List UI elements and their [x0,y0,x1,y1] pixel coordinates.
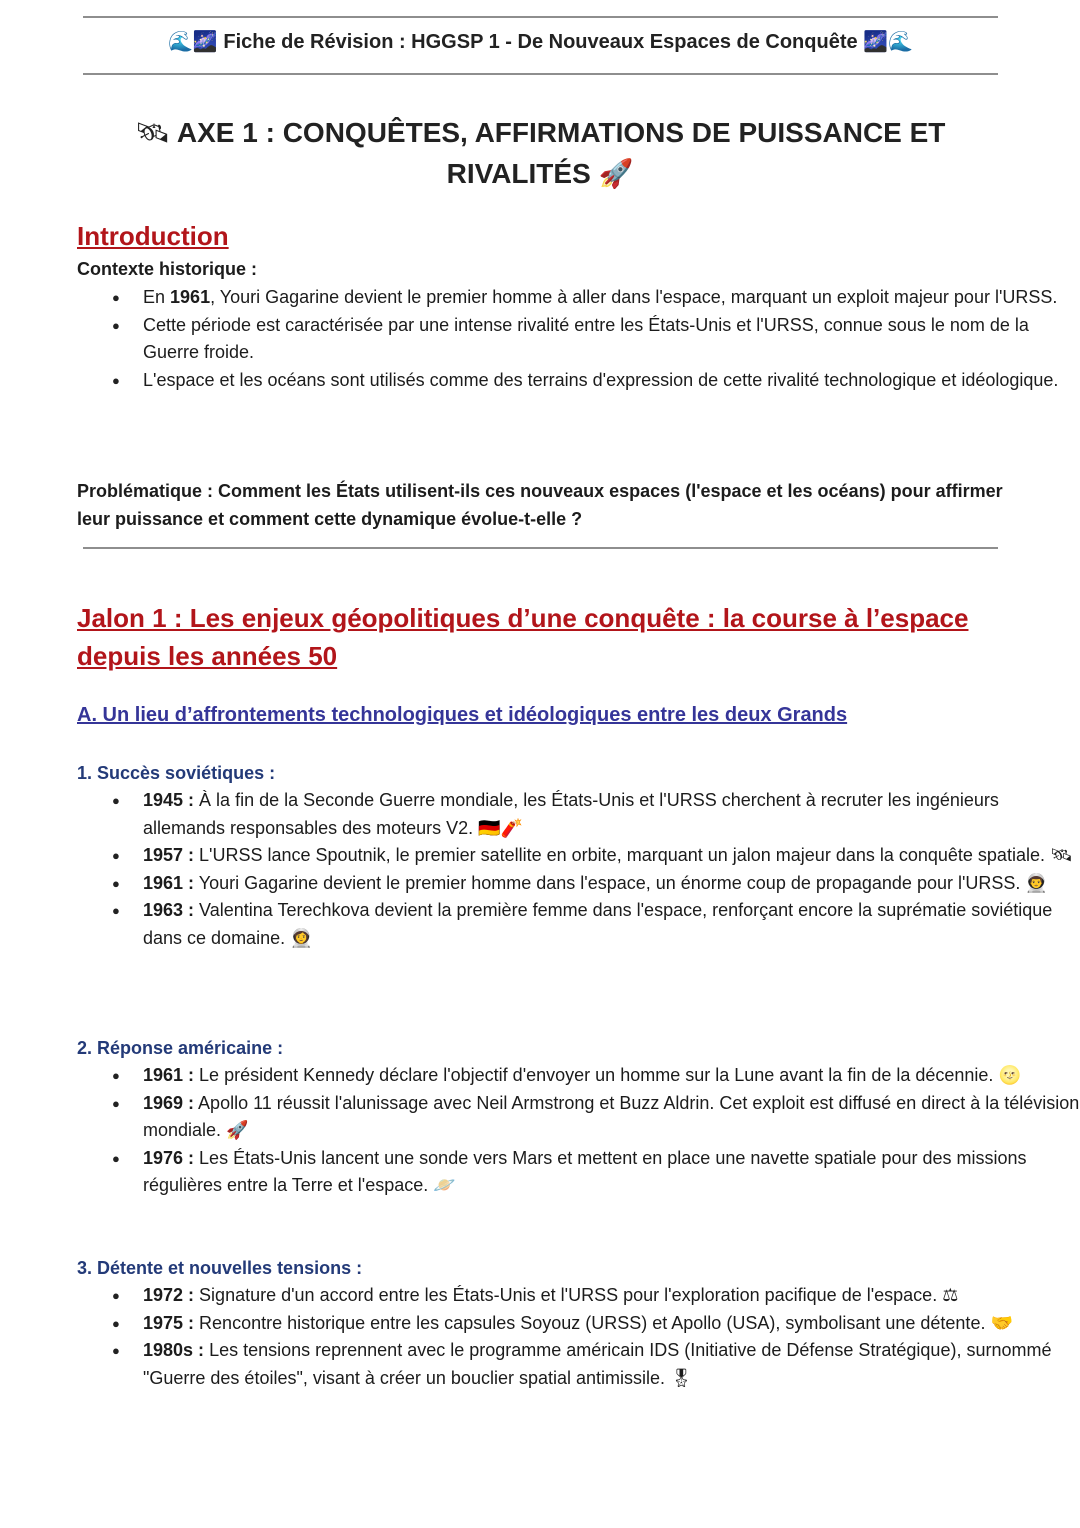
document-title-text: Fiche de Révision : HGGSP 1 - De Nouveaux Espaces de Conquête [223,31,858,53]
list-item: ● 1975 : Rencontre historique entre les capsules Soyouz (URSS) et Apollo (USA), symbolisant une détente. 🤝 [0,1310,1080,1338]
part1-label: 1. Succès soviétiques : [77,763,276,783]
galaxy-wave-icon: 🌌🌊 [863,29,913,53]
context-label: Contexte historique : [77,259,258,279]
handshake-icon: 🤝 [990,1312,1013,1334]
problematique: Problématique : Comment les États utilisent-ils ces nouveaux espaces (l'espace et les océans) pour affirmer leur puissance et comment cette dynamique évolue-t-elle ? [77,481,1003,529]
scales-icon: ⚖ [942,1285,959,1306]
list-item: ● 1972 : Signature d'un accord entre les États-Unis et l'URSS pour l'exploration pacifique de l'espace. ⚖ [0,1282,1080,1310]
intro-heading: Introduction [77,221,229,251]
rocket-icon: 🚀 [226,1120,249,1141]
part3-label: 3. Détente et nouvelles tensions : [77,1258,363,1278]
part3-list [0,1282,1080,1392]
planet-icon: 🪐 [433,1175,456,1196]
satellite-icon: 🛰 [134,116,171,149]
astronaut-icon: 👨‍🚀 [1025,872,1048,894]
moon-icon: 🌝 [998,1065,1021,1086]
medal-icon: 🎖 [670,1367,693,1389]
axe-heading [120,112,960,194]
list-item: ● 1961 : Youri Gagarine devient le premier homme dans l'espace, un énorme coup de propagande pour l'URSS. 👨‍🚀 [0,870,1080,898]
context-list [0,284,1080,394]
list-item: ● 1961 : Le président Kennedy déclare l'objectif d'envoyer un homme sur la Lune avant la fin de la décennie. 🌝 [0,1062,1080,1090]
title-rule [83,73,998,75]
woman-astronaut-icon: 👩‍🚀 [290,927,313,949]
list-item: ● Cette période est caractérisée par une intense rivalité entre les États-Unis et l'URSS, connue sous le nom de la Guerre froide. [0,312,1080,367]
flag-dynamite-icon: 🇩🇪🧨 [478,817,524,839]
section-rule [83,547,998,549]
part2-list [0,1062,1080,1200]
list-item: ● En 1961, Youri Gagarine devient le premier homme à aller dans l'espace, marquant un exploit majeur pour l'URSS. [0,284,1080,312]
jalon-heading: Jalon 1 : Les enjeux géopolitiques d’une conquête : la course à l’espace depuis les années 50 [77,603,969,671]
satellite-icon: 🛰 [1049,845,1073,866]
list-item: ● 1963 : Valentina Terechkova devient la première femme dans l'espace, renforçant encore la suprématie soviétique dans ce domaine. 👩‍🚀 [0,897,1080,952]
subsection-a-heading: A. Un lieu d’affrontements technologiques et idéologiques entre les deux Grands [77,704,848,726]
list-item: ● 1945 : À la fin de la Seconde Guerre mondiale, les États-Unis et l'URSS cherchent à recruter les ingénieurs allemands responsables des moteurs V2. 🇩🇪🧨 [0,787,1080,842]
list-item: ● 1980s : Les tensions reprennent avec le programme américain IDS (Initiative de Défense Stratégique), surnommé "Guerre des étoiles", visant à créer un bouclier spatial antimissile. 🎖 [0,1337,1080,1392]
document-title [83,29,998,54]
list-item: ● 1969 : Apollo 11 réussit l'alunissage avec Neil Armstrong et Buzz Aldrin. Cet exploit est diffusé en direct à la télévision mondiale. 🚀 [0,1090,1080,1145]
list-item: ● L'espace et les océans sont utilisés comme des terrains d'expression de cette rivalité technologique et idéologique. [0,367,1080,395]
wave-galaxy-icon: 🌊🌌 [167,29,218,53]
rocket-icon: 🚀 [598,157,634,190]
top-rule [83,16,998,18]
axe-heading-text: AXE 1 : CONQUÊTES, AFFIRMATIONS DE PUISSANCE ET RIVALITÉS [176,117,946,189]
part1-list [0,787,1080,952]
part2-label: 2. Réponse américaine : [77,1038,284,1058]
list-item: ● 1976 : Les États-Unis lancent une sonde vers Mars et mettent en place une navette spatiale pour des missions régulières entre la Terre et l'espace. 🪐 [0,1145,1080,1200]
list-item: ● 1957 : L'URSS lance Spoutnik, le premier satellite en orbite, marquant un jalon majeur dans la conquête spatiale. 🛰 [0,842,1080,870]
